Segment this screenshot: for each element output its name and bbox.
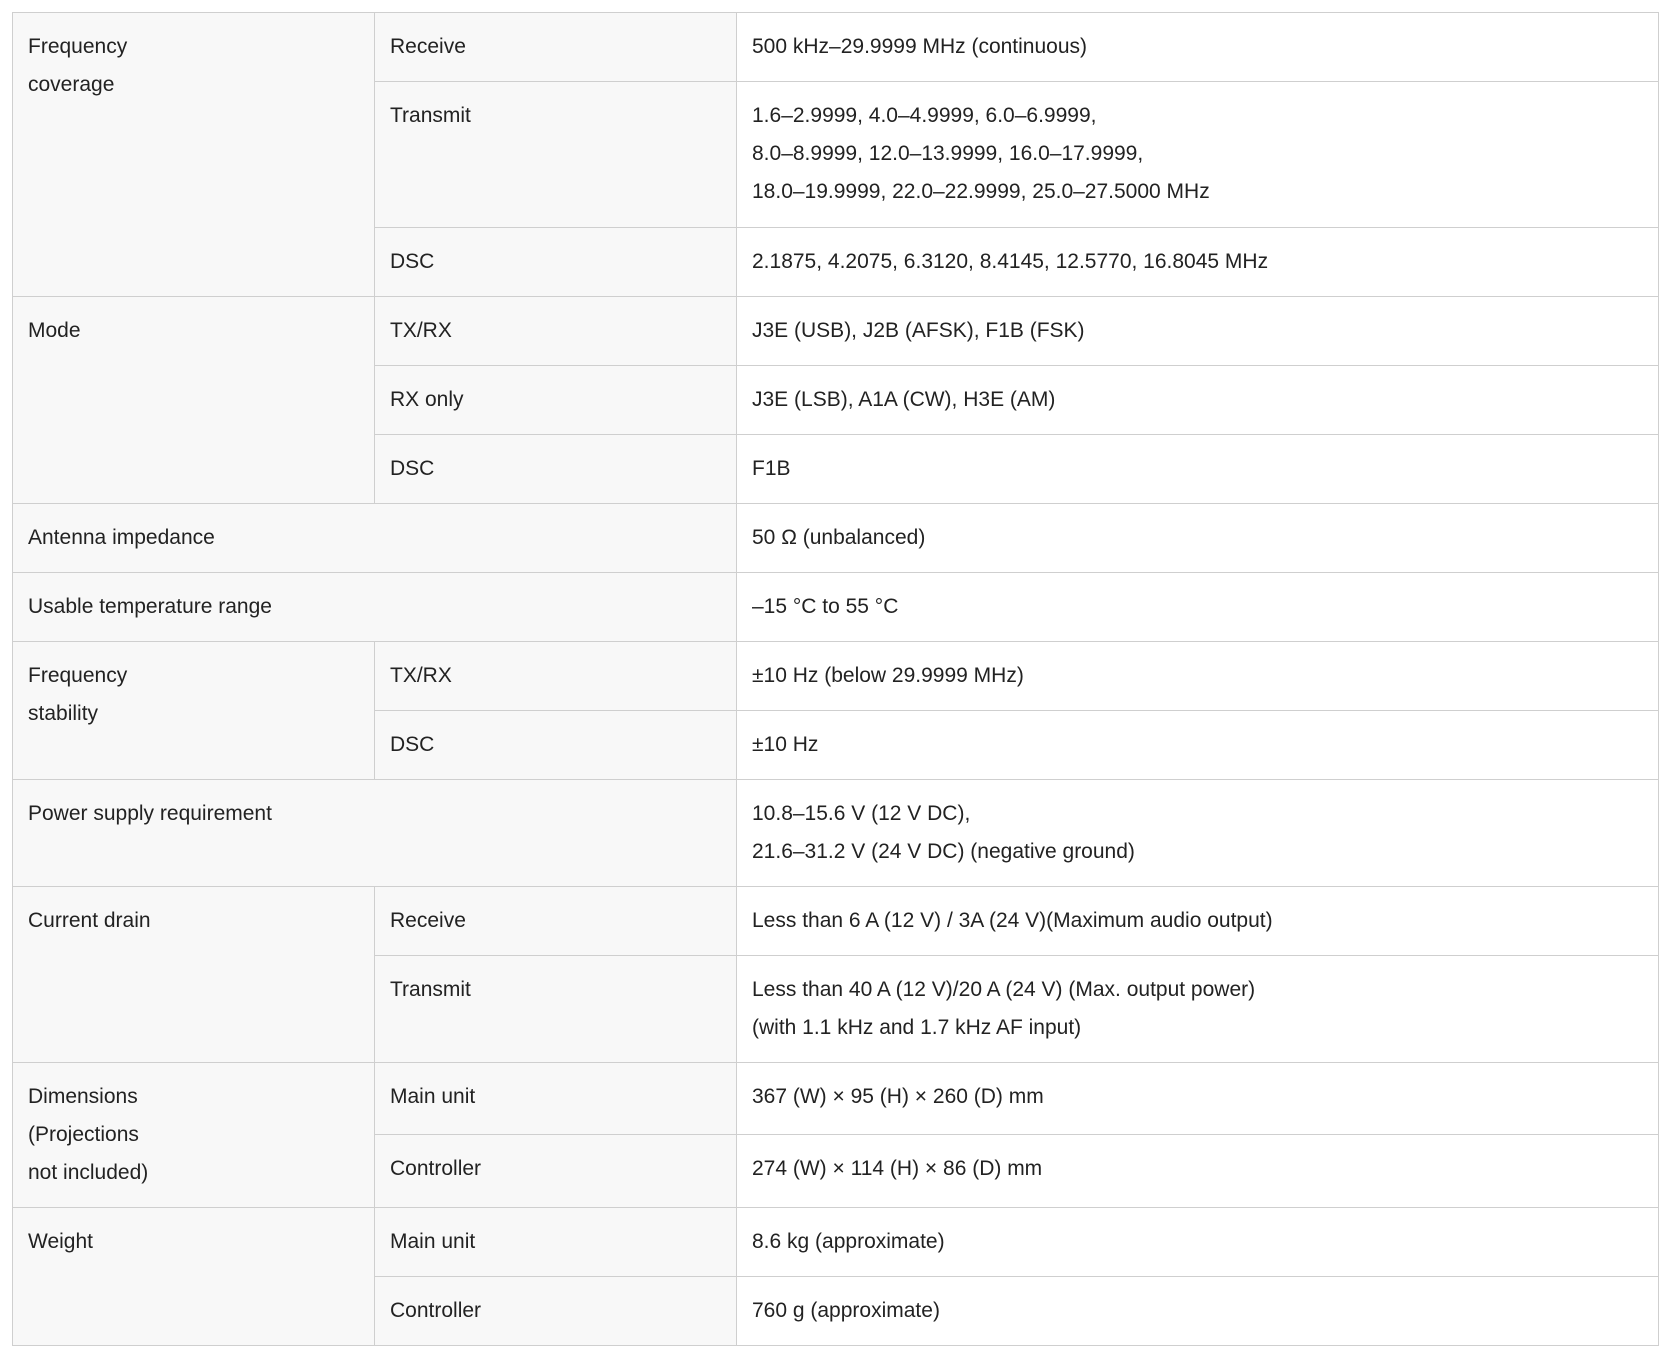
spec-category-label: Frequency (28, 35, 128, 58)
spec-subcategory-cell (375, 1135, 737, 1208)
specifications-table-body (13, 13, 1659, 1346)
spec-subcategory-cell (375, 435, 737, 504)
spec-category-label: Weight (28, 1230, 93, 1253)
spec-value-cell (737, 1063, 1659, 1135)
spec-row (13, 780, 1659, 887)
spec-subcategory-cell (375, 887, 737, 956)
spec-category-label: Usable temperature range (28, 595, 272, 618)
spec-value-text: 500 kHz–29.9999 MHz (continuous) (752, 35, 1088, 58)
spec-value-cell (737, 435, 1659, 504)
spec-value-cell (737, 1135, 1659, 1208)
spec-subcategory-cell (375, 13, 737, 82)
spec-row (13, 13, 1659, 82)
spec-subcategory-cell (375, 642, 737, 711)
spec-value-text: 8.6 kg (approximate) (752, 1230, 945, 1253)
spec-value-text: 8.0–8.9999, 12.0–13.9999, 16.0–17.9999, (752, 142, 1144, 165)
spec-category-cell (13, 13, 375, 297)
spec-value-text: 274 (W) × 114 (H) × 86 (D) mm (752, 1157, 1043, 1180)
spec-category-cell (13, 297, 375, 504)
spec-value-text: –15 °C to 55 °C (752, 595, 899, 618)
spec-category-label: not included) (28, 1161, 149, 1184)
specifications-table (12, 12, 1659, 1346)
spec-category-label: Antenna impedance (28, 526, 215, 549)
spec-category-label: stability (28, 702, 99, 725)
spec-subcategory-cell (375, 82, 737, 228)
spec-subcategory-label: DSC (390, 733, 435, 756)
spec-subcategory-label: Main unit (390, 1230, 476, 1253)
spec-subcategory-label: Controller (390, 1299, 482, 1322)
spec-value-text: ±10 Hz (below 29.9999 MHz) (752, 664, 1024, 687)
spec-value-text: Less than 40 A (12 V)/20 A (24 V) (Max. output power) (752, 978, 1256, 1001)
spec-value-cell (737, 366, 1659, 435)
spec-category-cell (13, 642, 375, 780)
spec-value-text: 2.1875, 4.2075, 6.3120, 8.4145, 12.5770, 16.8045 MHz (752, 250, 1269, 273)
spec-subcategory-label: Transmit (390, 104, 471, 127)
spec-category-cell (13, 504, 737, 573)
spec-category-cell (13, 1208, 375, 1346)
spec-row (13, 573, 1659, 642)
spec-value-text: 21.6–31.2 V (24 V DC) (negative ground) (752, 840, 1135, 863)
spec-value-cell (737, 228, 1659, 297)
spec-category-cell (13, 1063, 375, 1208)
spec-value-cell (737, 642, 1659, 711)
spec-subcategory-cell (375, 956, 737, 1063)
spec-value-text: ±10 Hz (752, 733, 819, 756)
spec-subcategory-label: Receive (390, 909, 466, 932)
spec-subcategory-cell (375, 1208, 737, 1277)
spec-value-cell (737, 956, 1659, 1063)
spec-subcategory-label: Receive (390, 35, 466, 58)
spec-value-text: 50 Ω (unbalanced) (752, 526, 926, 549)
spec-value-cell (737, 82, 1659, 228)
spec-subcategory-label: TX/RX (390, 664, 452, 687)
spec-value-cell (737, 13, 1659, 82)
spec-subcategory-cell (375, 366, 737, 435)
spec-subcategory-label: DSC (390, 250, 435, 273)
spec-row (13, 1063, 1659, 1135)
spec-category-label: coverage (28, 73, 115, 96)
spec-value-cell (737, 573, 1659, 642)
spec-subcategory-label: RX only (390, 388, 464, 411)
spec-subcategory-cell (375, 297, 737, 366)
spec-subcategory-label: Controller (390, 1157, 482, 1180)
spec-value-text: 760 g (approximate) (752, 1299, 940, 1322)
spec-category-label: Mode (28, 319, 81, 342)
spec-row (13, 297, 1659, 366)
spec-value-text: J3E (LSB), A1A (CW), H3E (AM) (752, 388, 1056, 411)
spec-category-cell (13, 780, 737, 887)
spec-value-text: 10.8–15.6 V (12 V DC), (752, 802, 971, 825)
spec-subcategory-label: DSC (390, 457, 435, 480)
spec-subcategory-label: TX/RX (390, 319, 452, 342)
spec-value-text: 18.0–19.9999, 22.0–22.9999, 25.0–27.5000 MHz (752, 180, 1210, 203)
spec-value-text: J3E (USB), J2B (AFSK), F1B (FSK) (752, 319, 1085, 342)
spec-row (13, 504, 1659, 573)
spec-row (13, 1208, 1659, 1277)
spec-value-cell (737, 1208, 1659, 1277)
spec-category-label: Dimensions (28, 1085, 138, 1108)
spec-category-label: Current drain (28, 909, 151, 932)
spec-value-text: (with 1.1 kHz and 1.7 kHz AF input) (752, 1016, 1082, 1039)
spec-subcategory-label: Transmit (390, 978, 471, 1001)
spec-value-text: F1B (752, 457, 791, 480)
spec-category-cell (13, 887, 375, 1063)
spec-value-cell (737, 504, 1659, 573)
spec-subcategory-cell (375, 1277, 737, 1346)
spec-subcategory-cell (375, 228, 737, 297)
spec-row (13, 887, 1659, 956)
spec-value-text: 367 (W) × 95 (H) × 260 (D) mm (752, 1085, 1044, 1108)
spec-row (13, 642, 1659, 711)
spec-subcategory-label: Main unit (390, 1085, 476, 1108)
spec-table-container (12, 12, 1658, 1346)
spec-value-cell (737, 711, 1659, 780)
spec-value-cell (737, 780, 1659, 887)
spec-subcategory-cell (375, 711, 737, 780)
spec-value-cell (737, 1277, 1659, 1346)
spec-category-label: Power supply requirement (28, 802, 272, 825)
spec-category-label: (Projections (28, 1123, 139, 1146)
spec-value-cell (737, 297, 1659, 366)
spec-value-text: 1.6–2.9999, 4.0–4.9999, 6.0–6.9999, (752, 104, 1097, 127)
spec-category-label: Frequency (28, 664, 128, 687)
spec-category-cell (13, 573, 737, 642)
spec-subcategory-cell (375, 1063, 737, 1135)
spec-value-text: Less than 6 A (12 V) / 3A (24 V)(Maximum audio output) (752, 909, 1273, 932)
spec-value-cell (737, 887, 1659, 956)
